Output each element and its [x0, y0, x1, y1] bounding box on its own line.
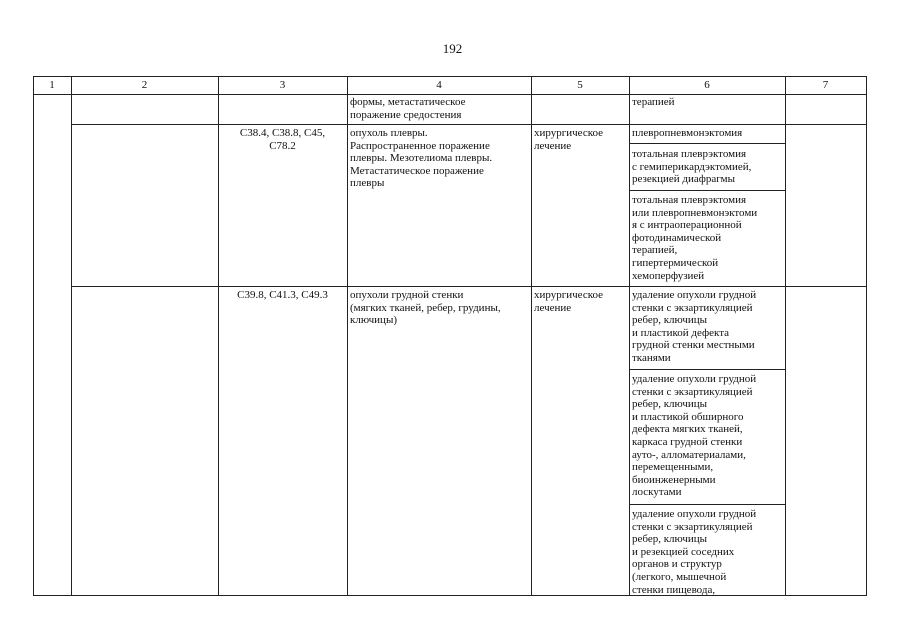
- column-divider: [347, 76, 348, 596]
- method-cell: удаление опухоли грудной стенки с экзартикуляцией ребер, ключицы и пластикой обширного дефекта мягких тканей, каркаса грудной стенки ауто-, алломатериалами, перемещенными, биоинженерными лоскутами: [632, 373, 757, 499]
- table-border-right: [866, 76, 867, 596]
- condition-cell: опухоль плевры. Распространенное поражение плевры. Мезотелиома плевры. Метастатическое поражение плевры: [350, 127, 493, 190]
- page-number: 192: [442, 41, 463, 56]
- treatment-cell: хирургическое лечение: [534, 289, 604, 314]
- header-col-6: 6: [704, 79, 710, 91]
- column-divider: [531, 76, 532, 596]
- row-divider: [71, 124, 867, 125]
- method-divider: [629, 504, 785, 505]
- condition-cell: формы, метастатическое поражение средостения: [350, 96, 466, 121]
- method-cell: тотальная плеврэктомия или плевропневмонэктоми я с интраоперационной фотодинамической терапией, гипертермической хемоперфузией: [632, 194, 758, 282]
- condition-cell: опухоли грудной стенки (мягких тканей, ребер, грудины, ключицы): [350, 289, 501, 327]
- column-divider: [785, 76, 786, 596]
- method-divider: [629, 143, 785, 144]
- header-col-5: 5: [577, 79, 583, 91]
- column-divider: [629, 76, 630, 596]
- table-border-left: [33, 76, 34, 596]
- method-cell: удаление опухоли грудной стенки с экзартикуляцией ребер, ключицы и пластикой дефекта грудной стенки местными тканями: [632, 289, 757, 364]
- method-cell: удаление опухоли грудной стенки с экзартикуляцией ребер, ключицы и резекцией соседних органов и структур (легкого, мышечной стенки пищевода,: [632, 508, 757, 596]
- treatment-cell: хирургическое лечение: [534, 127, 604, 152]
- method-cell: плевропневмонэктомия: [632, 127, 743, 139]
- column-divider: [71, 76, 72, 596]
- header-col-3: 3: [279, 79, 286, 91]
- icd-codes-cell: C39.8, C41.3, C49.3: [237, 289, 328, 301]
- column-divider: [218, 76, 219, 596]
- method-cell: терапией: [632, 96, 675, 108]
- header-col-7: 7: [822, 79, 829, 91]
- header-col-4: 4: [436, 79, 442, 91]
- method-divider: [629, 190, 785, 191]
- row-divider: [71, 286, 867, 287]
- header-col-1: 1: [49, 79, 55, 91]
- method-cell: тотальная плеврэктомия с гемиперикардэктомией, резекцией диафрагмы: [632, 148, 752, 186]
- icd-codes-cell: C38.4, C38.8, C45, C78.2: [239, 127, 326, 152]
- header-col-2: 2: [141, 79, 148, 91]
- header-bottom-line: [33, 94, 867, 95]
- method-divider: [629, 369, 785, 370]
